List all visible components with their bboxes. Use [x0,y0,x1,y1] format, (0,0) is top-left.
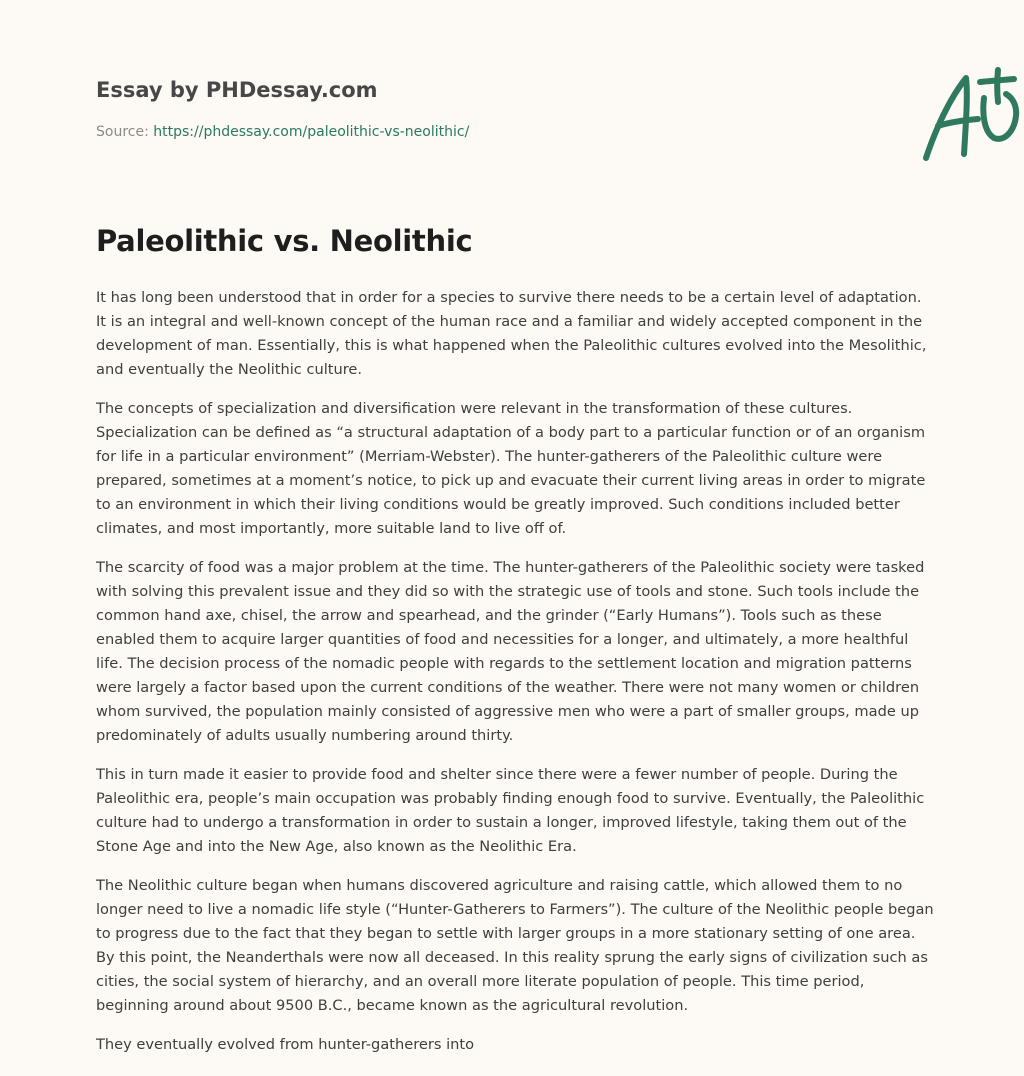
a-plus-logo-icon [918,66,1024,166]
paragraph: The scarcity of food was a major problem at the time. The hunter-gatherers of the Paleolithic society were tasked with solving this prevalent issue and they did so with the strategic use of tools and stone. Such tools include the common hand axe, chisel, the arrow and spearhead, and the grinder (“Early Humans”). Tools such as these enabled them to acquire larger quantities of food and necessities for a longer, and ultimately, a more healthful life. The decision process of the nomadic people with regards to the settlement location and migration patterns were largely a factor based upon the current conditions of the weather. There were not many women or children whom survived, the population mainly consisted of aggressive men who were a part of smaller groups, made up predominately of adults usually numbering around thirty. [96,559,925,744]
paragraph: It has long been understood that in order for a species to survive there needs to be a certain level of adaptation. It is an integral and well-known concept of the human race and a familiar and widely accepted component in the development of man. Essentially, this is what happened when the Paleolithic cultures evolved into the Mesolithic, and eventually the Neolithic culture. [96,289,927,378]
paragraph: They eventually evolved from hunter-gatherers into [96,1036,475,1053]
source-line [96,124,469,140]
paragraph: The Neolithic culture began when humans discovered agriculture and raising cattle, which allowed them to no longer need to live a nomadic life style (“Hunter-Gatherers to Farmers”). The culture of the Neolithic people began to progress due to the fact that they began to settle with larger groups in a more stationary setting of one area. By this point, the Neanderthals were now all deceased. In this reality sprung the early signs of civilization such as cities, the social system of hierarchy, and an overall more literate population of people. This time period, beginning around about 9500 B.C., became known as the agricultural revolution. [96,877,934,1014]
paragraph: The concepts of specialization and diversification were relevant in the transformation of these cultures. Specialization can be defined as “a structural adaptation of a body part to a particular function or of an organism for life in a particular environment” (Merriam-Webster). The hunter-gatherers of the Paleolithic culture were prepared, sometimes at a moment’s notice, to pick up and evacuate their current living areas in order to migrate to an environment in which their living conditions would be greatly improved. Such conditions included better climates, and most importantly, more suitable land to live off of. [96,400,926,537]
source-label: Source: [96,124,154,140]
source-link[interactable]: https://phdessay.com/paleolithic-vs-neolithic/ [153,124,470,140]
paragraph: This in turn made it easier to provide food and shelter since there were a fewer number of people. During the Paleolithic era, people’s main occupation was probably finding enough food to survive. Eventually, the Paleolithic culture had to undergo a transformation in order to sustain a longer, improved lifestyle, taking them out of the Stone Age and into the New Age, also known as the Neolithic Era. [96,766,925,855]
article-body [96,286,936,1072]
article-title: Paleolithic vs. Neolithic [96,224,473,258]
site-brand: Essay by PHDessay.com [96,78,378,102]
